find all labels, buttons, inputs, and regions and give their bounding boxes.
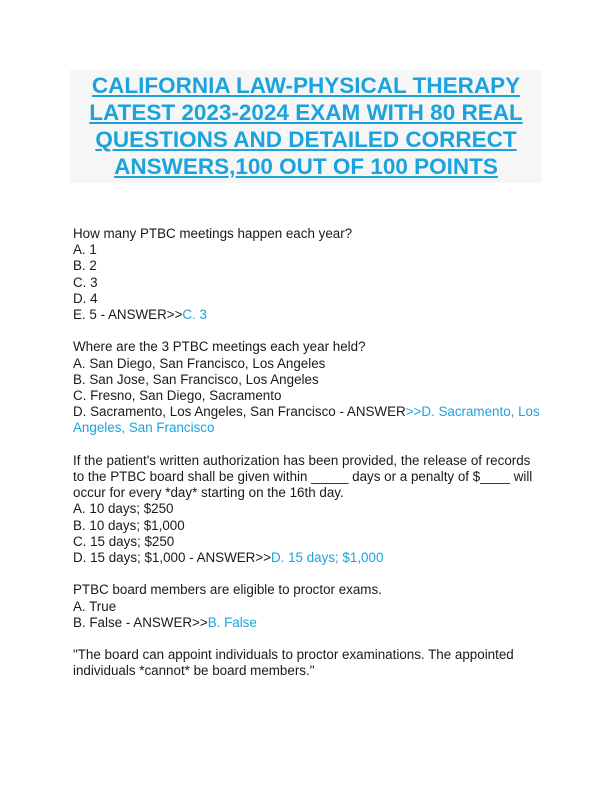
question-block	[73, 582, 543, 631]
question-text: How many PTBC meetings happen each year?	[73, 226, 353, 241]
question-block	[73, 339, 543, 436]
option: E. 5 - ANSWER>>	[73, 307, 183, 323]
final-option-line	[73, 615, 543, 631]
option: D. 15 days; $1,000 - ANSWER>>	[73, 550, 271, 566]
option: B. 10 days; $1,000	[73, 517, 185, 533]
final-option-line	[73, 404, 543, 436]
answer: D. 15 days; $1,000	[270, 550, 384, 566]
question-text: Where are the 3 PTBC meetings each year held?	[73, 339, 366, 355]
question-text: PTBC board members are eligible to proctor exams.	[73, 582, 382, 598]
option: A. True	[73, 598, 117, 614]
option: C. 3	[73, 274, 98, 290]
page-title: CALIFORNIA LAW-PHYSICAL THERAPY LATEST 2023-2024 EXAM WITH 80 REAL QUESTIONS AND DETAILED CORRECT ANSWERS,100 OUT OF 100 POINTS	[70, 70, 542, 183]
answer: C. 3	[182, 307, 207, 323]
option: A. San Diego, San Francisco, Los Angeles	[73, 355, 326, 371]
answer: B. False	[207, 614, 257, 630]
option: C. 15 days; $250	[73, 533, 175, 549]
final-option-line	[73, 550, 543, 566]
question-block	[73, 453, 543, 566]
answer: >>D. Sacramento, Los Angeles, San Francisco	[73, 404, 540, 436]
option: D. 4	[73, 290, 98, 306]
option: B. False - ANSWER>>	[73, 614, 208, 630]
option: C. Fresno, San Diego, Sacramento	[73, 388, 282, 404]
final-option-line	[73, 307, 543, 323]
option: B. 2	[73, 258, 97, 274]
question-list	[73, 226, 543, 696]
question-block	[73, 226, 543, 323]
option: A. 10 days; $250	[73, 501, 174, 517]
option: A. 1	[73, 242, 97, 258]
explanation-note: "The board can appoint individuals to proctor examinations. The appointed individuals *cannot* be board members."	[73, 647, 514, 679]
option: B. San Jose, San Francisco, Los Angeles	[73, 371, 319, 387]
question-text: If the patient's written authorization has been provided, the release of records to the PTBC board shall be given within _____ days or a penalty of $____ will occur for every *day* starting on the 16th day.	[73, 452, 533, 501]
option: D. Sacramento, Los Angeles, San Francisco - ANSWER	[73, 404, 406, 420]
